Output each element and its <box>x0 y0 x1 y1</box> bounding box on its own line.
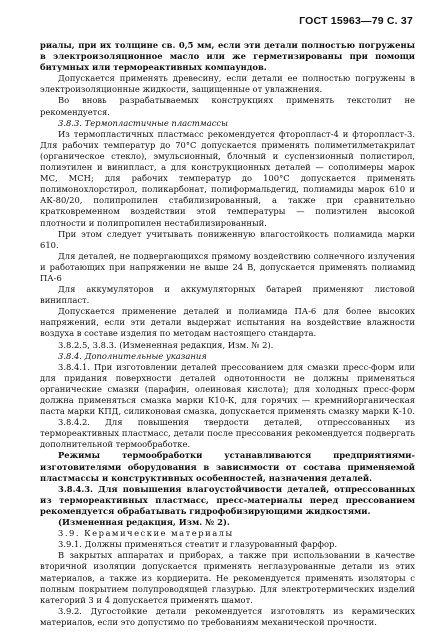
paragraph: 3.9. Керамические материалы <box>58 528 234 539</box>
paragraph: 3.8.4.3. Для повышения влагоустойчивости деталей, отпрессованных из термореактивных пластмасс, пресс-материалы перед прессованием рекомендуется обрабатывать гидрофобизирующими жидкостями. <box>40 483 415 516</box>
paragraph: 3.8.3. Термопластичные пластмассы <box>58 117 228 128</box>
paragraph: Для деталей, не подвергающихся прямому воздействию солнечного излучения и работающих при напряжении не выше 24 В, допускается применять полиамид ПА-6 <box>40 250 415 283</box>
paragraph: 3.9.2. Дугостойкие детали рекомендуется изготовлять из керамических материалов, если это допустимо по требованиям механической прочности. <box>40 605 415 627</box>
paragraph: Режимы термообработки устанавливаются предприятиями-изготовителями оборудования в зависимости от состава применяемой пластмассы и конструктивных особенностей, назначения деталей. <box>40 450 415 483</box>
paragraph: Допускается применение деталей и полиамида ПА-6 для более высоких напряжений, если эти детали выдержат испытания на воздействие влажности воздуха в составе изделия по методам настоящего стандарта. <box>40 306 415 339</box>
paragraph: В закрытых аппаратах и приборах, а также при использовании в качестве вторичной изоляции допускается применять неглазурованные детали из этих материалов, а также из кордиерита. Не рекомендуется применять изоляторы с полным покрытием полупроводящей глазурью. Для электротермических изделий категорий 3 и 4 допускается применять шамот. <box>40 550 415 605</box>
paragraph: Во вновь разрабатываемых конструкциях применять текстолит не рекомендуется. <box>40 95 415 117</box>
paragraph: 3.8.4.2. Для повышения твердости деталей, отпрессованных из термореактивных пластмасс, детали после прессования рекомендуется подвергать дополнительной термообработке. <box>40 417 415 450</box>
page-header: ГОСТ 15963—79 С. 37 <box>299 15 413 27</box>
paragraph: 3.8.2.5, 3.8.3. (Измененная редакция, Изм. № 2). <box>58 339 274 350</box>
paragraph: Для аккумуляторов и аккумуляторных батарей применяют листовой винипласт. <box>40 284 415 306</box>
paragraph: Допускается применять древесину, если детали ее полностью погружены в электроизоляционные жидкости, защищенные от увлажнения. <box>40 73 415 95</box>
paragraph: 3.8.4.1. При изготовлении деталей прессованием для смазки пресс-форм или для придания поверхности деталей однотонности не должны применяться органические смазки (парафин, олеиновая кислота); для холодных пресс-форм должна применяться смазка марки К10-К, для горячих — кремнийорганическая паста марки КПД, силиконовая смазка, допускается применять смазку марки К-10. <box>40 361 416 417</box>
paragraph: 3.8.4. Дополнительные указания <box>58 350 207 361</box>
paragraph: риалы, при их толщине св. 0,5 мм, если эти детали полностью погружены в электроизоляционное масло или же герметизированы при помощи битумных или термореактивных компаундов. <box>40 40 415 73</box>
paragraph: При этом следует учитывать пониженную влагостойкость полиамида марки 610. <box>40 228 415 250</box>
paragraph: (Измененная редакция, Изм. № 2). <box>58 517 230 528</box>
document-body <box>40 40 415 628</box>
paragraph: 3.9.1. Должны применяться стеатит и глазурованный фарфор. <box>58 539 338 550</box>
paragraph: Из термопластичных пластмасс рекомендуется фторопласт-4 и фторопласт-3. Для рабочих температур до 70°С допускается применять полиметилметакрилат (органическое стекло), эмульсионный, блочный и суспензионный полистирол, полиэтилен и винипласт, а для конструкционных деталей — сополимеры марок МС, МСН; для рабочих температур до 100°С допускается применять полимонохлорстирол, поликарбонат, полиформальдегид, полиамиды марок 610 и АК-80/20, полипропилен стабилизированный, а также при сравнительно кратковременном воздействии этой температуры — полиэтилен высокой плотности и полипропилен нестабилизированный. <box>40 128 415 228</box>
